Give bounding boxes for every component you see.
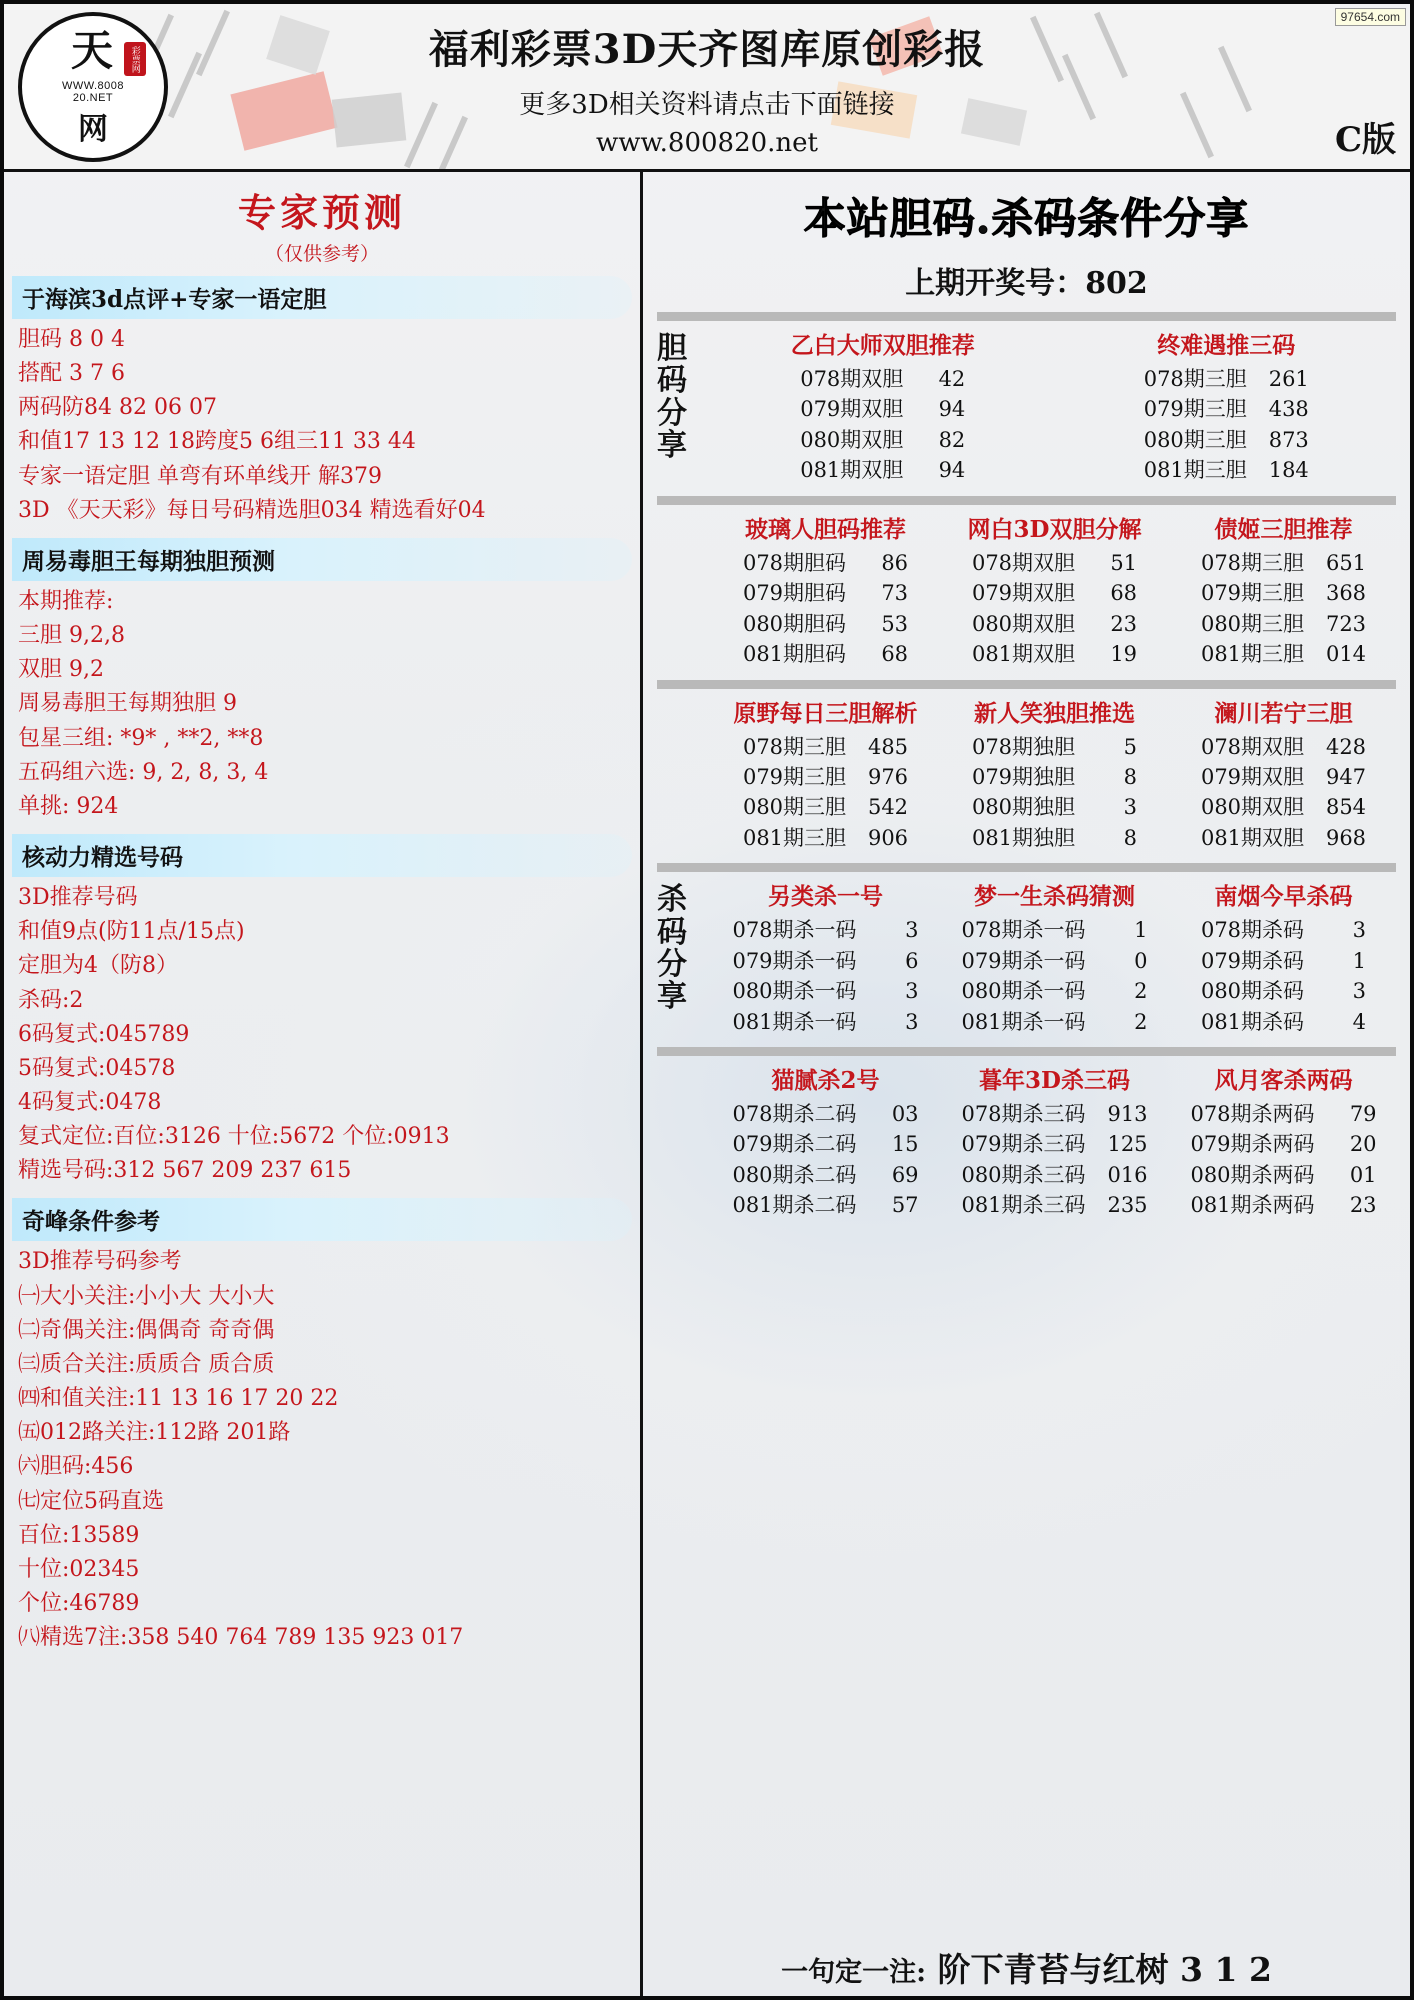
section-line: 三胆 9,2,8: [18, 623, 125, 649]
row-label: 080期三胆: [742, 795, 847, 820]
row-label: 080期双胆: [1200, 795, 1305, 820]
left-column: [4, 172, 640, 1997]
right-section-title: 本站胆码.杀码条件分享: [803, 194, 1250, 243]
right-blocks: [643, 312, 1410, 1221]
section-line: ㈤012路关注:112路 201路: [18, 1420, 291, 1446]
card-data-row: [715, 1129, 936, 1159]
card-data-row: [1173, 823, 1394, 853]
card-row-group: [711, 695, 1398, 854]
row-value: 68: [881, 642, 909, 667]
section-line: ㈡奇偶关注:偶偶奇 奇奇偶: [18, 1317, 275, 1343]
row-value: 5: [1123, 734, 1138, 759]
prediction-card: [711, 327, 1055, 486]
card-data-row: [715, 762, 936, 792]
row-label: 081期杀一码: [961, 1009, 1086, 1034]
row-value: 94: [938, 458, 966, 483]
row-label: 079期双胆: [800, 397, 904, 422]
card-data-row: [715, 394, 1051, 424]
prediction-card: [711, 878, 940, 1037]
footer-nums: 3 1 2: [1180, 1950, 1272, 1989]
row-value: 15: [891, 1132, 919, 1157]
section-line: 搭配 3 7 6: [18, 361, 125, 387]
row-value: 68: [1110, 581, 1138, 606]
block-side-label: 杀码分享: [657, 882, 687, 1015]
row-label: 078期杀三码: [961, 1102, 1086, 1126]
expert-section-title: 专家预测: [237, 190, 406, 235]
row-label: 079期胆码: [742, 581, 847, 606]
card-data-row: [715, 578, 936, 608]
card-data-row: [715, 1190, 936, 1220]
page-subtitle: 更多3D相关资料请点击下面链接: [519, 90, 895, 120]
row-value: 428: [1325, 734, 1367, 759]
card-title: 猫腻杀2号: [771, 1067, 880, 1094]
card-row-group: [711, 327, 1398, 486]
row-value: 6: [905, 948, 919, 973]
section-line: 3D推荐号码参考: [18, 1249, 182, 1275]
expert-section-note: （仅供参考）: [264, 243, 379, 265]
row-label: 078期杀一码: [961, 918, 1086, 943]
section-line: 胆码 8 0 4: [18, 327, 125, 352]
section-line: 4码复式:0478: [18, 1089, 162, 1115]
card-data-row: [715, 548, 936, 578]
row-label: 078期三胆: [1200, 550, 1305, 575]
row-value: 19: [1110, 642, 1138, 667]
section-line: 6码复式:045789: [18, 1021, 190, 1047]
separator-rule: [657, 1047, 1396, 1056]
row-value: 42: [938, 367, 966, 391]
row-value: 873: [1268, 427, 1309, 452]
row-label: 079期杀二码: [732, 1132, 857, 1157]
row-label: 078期三胆: [1143, 367, 1247, 391]
right-column: [643, 172, 1410, 1997]
section-band: 周易毒胆王每期独胆预测: [12, 538, 632, 581]
footer-label: 一句定一注:: [781, 1957, 927, 1988]
card-title: 另类杀一号: [768, 883, 883, 911]
section-line: 和值17 13 12 18跨度5 6组三11 33 44: [18, 429, 416, 455]
footer-value: 阶下青苔与红树: [937, 1950, 1169, 1989]
card-data-row: [944, 976, 1165, 1006]
logo-badge: 彩票网: [124, 42, 146, 76]
row-value: 4: [1352, 1009, 1367, 1034]
section-line: 杀码:2: [18, 987, 84, 1013]
row-label: 080期杀二码: [732, 1162, 857, 1187]
card-title: 玻璃人胆码推荐: [745, 515, 906, 543]
section-line: ㈦定位5码直选: [18, 1488, 164, 1514]
row-value: 261: [1268, 367, 1309, 391]
card-data-row: [1059, 364, 1395, 394]
card-data-row: [715, 823, 936, 853]
row-label: 078期独胆: [971, 734, 1076, 759]
row-label: 081期杀一码: [732, 1009, 857, 1034]
prediction-block: [643, 1062, 1410, 1221]
edition-badge: C版: [1334, 120, 1396, 160]
prediction-card: [711, 695, 940, 854]
card-data-row: [944, 578, 1165, 608]
row-value: 94: [938, 397, 966, 422]
card-title: 暮年3D杀三码: [979, 1067, 1130, 1094]
card-data-row: [944, 609, 1165, 639]
card-data-row: [1173, 976, 1394, 1006]
prediction-card: [1169, 511, 1398, 670]
row-label: 080期双胆: [800, 427, 904, 452]
logo-main-text: 天: [70, 26, 115, 75]
row-value: 23: [1349, 1193, 1377, 1218]
prediction-card: [711, 511, 940, 670]
prediction-block: [643, 878, 1410, 1037]
row-label: 081期独胆: [971, 825, 1076, 850]
row-label: 080期杀一码: [732, 979, 857, 1004]
section-line: 五码组六选: 9, 2, 8, 3, 4: [18, 759, 269, 785]
card-data-row: [1173, 609, 1394, 639]
card-title: 终难遇推三码: [1157, 332, 1296, 359]
row-label: 080期独胆: [971, 795, 1076, 820]
card-title: 网白3D双胆分解: [967, 515, 1142, 543]
row-label: 079期杀两码: [1190, 1132, 1315, 1157]
card-data-row: [944, 1129, 1165, 1159]
card-data-row: [715, 639, 936, 669]
card-title: 原野每日三胆解析: [733, 699, 918, 727]
row-label: 080期杀一码: [961, 979, 1086, 1004]
row-label: 081期双胆: [1200, 825, 1305, 850]
row-label: 080期杀三码: [961, 1162, 1086, 1187]
card-data-row: [944, 1007, 1165, 1037]
row-value: 014: [1325, 642, 1367, 667]
prediction-card: [1169, 878, 1398, 1037]
card-data-row: [1173, 1007, 1394, 1037]
section-line: 个位:46789: [18, 1591, 140, 1616]
watermark: 97654.com: [1335, 8, 1406, 26]
card-row-group: [711, 511, 1398, 670]
row-value: 235: [1107, 1193, 1148, 1218]
card-data-row: [1173, 762, 1394, 792]
card-data-row: [944, 548, 1165, 578]
row-value: 3: [1123, 795, 1138, 820]
page-header: [4, 4, 1410, 172]
logo-url-line1: WWW.8008: [61, 80, 125, 92]
row-label: 079期独胆: [971, 764, 1076, 789]
row-value: 0: [1134, 948, 1148, 973]
row-value: 968: [1325, 825, 1367, 850]
section-band: 于海滨3d点评+专家一语定胆: [12, 276, 632, 319]
section-line: 包星三组: *9* , **2, **8: [18, 725, 264, 751]
card-data-row: [715, 1007, 936, 1037]
row-label: 079期三胆: [1200, 581, 1305, 606]
card-data-row: [1173, 792, 1394, 822]
card-data-row: [1173, 1129, 1394, 1159]
section-line: 专家一语定胆 单弯有环单线开 解379: [18, 463, 382, 489]
card-data-row: [715, 364, 1051, 394]
row-value: 2: [1134, 1009, 1148, 1034]
section-line: 周易毒胆王每期独胆 9: [18, 691, 237, 717]
row-value: 53: [881, 611, 909, 636]
card-data-row: [1173, 732, 1394, 762]
card-data-row: [944, 1160, 1165, 1190]
row-label: 081期杀三码: [961, 1193, 1086, 1218]
card-title: 债姬三胆推荐: [1214, 515, 1353, 543]
prediction-block: [643, 511, 1410, 670]
site-url[interactable]: www.800820.net: [595, 128, 819, 158]
card-data-row: [715, 1099, 936, 1129]
prediction-block: [643, 695, 1410, 854]
card-data-row: [944, 946, 1165, 976]
prediction-card: [1169, 1062, 1398, 1221]
separator-rule: [657, 680, 1396, 689]
card-data-row: [944, 792, 1165, 822]
card-data-row: [715, 976, 936, 1006]
card-data-row: [944, 732, 1165, 762]
prediction-block: [643, 327, 1410, 486]
section-line: 双胆 9,2: [18, 657, 104, 683]
card-title: 澜川若宁三胆: [1214, 699, 1353, 727]
card-row-group: [711, 878, 1398, 1037]
row-label: 079期三胆: [742, 764, 847, 789]
card-data-row: [715, 946, 936, 976]
row-value: 2: [1134, 979, 1148, 1004]
row-label: 081期杀两码: [1190, 1193, 1315, 1218]
row-value: 57: [891, 1193, 919, 1218]
prediction-card: [711, 1062, 940, 1221]
row-label: 078期杀二码: [732, 1102, 857, 1126]
row-value: 913: [1107, 1102, 1148, 1126]
row-label: 081期杀码: [1200, 1009, 1305, 1034]
last-draw-label: 上期开奖号：: [905, 266, 1086, 301]
separator-rule: [657, 863, 1396, 872]
card-data-row: [1173, 578, 1394, 608]
card-data-row: [715, 455, 1051, 485]
card-data-row: [944, 823, 1165, 853]
row-value: 723: [1325, 611, 1367, 636]
card-data-row: [1173, 915, 1394, 945]
prediction-card: [940, 511, 1169, 670]
row-label: 079期双胆: [971, 581, 1076, 606]
row-label: 079期杀一码: [961, 948, 1086, 973]
footer-lucky-line: [643, 1944, 1410, 1991]
card-data-row: [1173, 946, 1394, 976]
section-line: ㈥胆码:456: [18, 1454, 134, 1480]
row-value: 73: [881, 581, 909, 606]
card-data-row: [944, 915, 1165, 945]
row-value: 485: [867, 734, 909, 759]
card-data-row: [1173, 548, 1394, 578]
row-label: 078期胆码: [742, 550, 847, 575]
card-data-row: [1173, 1160, 1394, 1190]
card-data-row: [715, 1160, 936, 1190]
section-line: 两码防84 82 06 07: [18, 395, 217, 421]
prediction-card: [1055, 327, 1399, 486]
section-line: 本期推荐:: [18, 588, 114, 614]
row-label: 081期三胆: [1200, 642, 1305, 667]
row-value: 8: [1123, 764, 1138, 789]
row-value: 3: [1352, 918, 1367, 943]
card-title: 乙白大师双胆推荐: [790, 332, 975, 359]
card-data-row: [1059, 394, 1395, 424]
section-line: 5码复式:04578: [18, 1055, 176, 1081]
row-label: 079期杀三码: [961, 1132, 1086, 1157]
row-value: 82: [938, 427, 966, 452]
section-line: 3D 《天天彩》每日号码精选胆034 精选看好04: [18, 497, 486, 523]
section-line: 精选号码:312 567 209 237 615: [18, 1158, 352, 1184]
row-label: 079期杀码: [1200, 948, 1305, 973]
row-label: 081期双胆: [971, 642, 1076, 667]
poster-body: [4, 172, 1410, 1997]
last-draw-line: [643, 258, 1410, 302]
section-band: 核动力精选号码: [12, 834, 632, 877]
row-value: 23: [1110, 611, 1138, 636]
card-title: 新人笑独胆推选: [974, 699, 1135, 727]
row-label: 080期胆码: [742, 611, 847, 636]
prediction-card: [940, 1062, 1169, 1221]
row-label: 078期杀码: [1200, 918, 1305, 943]
section-line: ㈢质合关注:质质合 质合质: [18, 1351, 275, 1377]
row-value: 016: [1107, 1162, 1148, 1187]
row-value: 368: [1325, 581, 1367, 606]
section-line: ㈧精选7注:358 540 764 789 135 923 017: [18, 1625, 464, 1651]
row-label: 078期双胆: [800, 367, 904, 391]
card-title: 风月客杀两码: [1214, 1067, 1353, 1094]
card-data-row: [944, 639, 1165, 669]
section-line: 单挑: 924: [18, 793, 119, 819]
row-value: 906: [867, 825, 909, 850]
row-value: 1: [1134, 918, 1148, 943]
row-value: 438: [1268, 397, 1309, 422]
card-title: 梦一生杀码猜测: [974, 883, 1135, 911]
row-label: 081期三胆: [742, 825, 847, 850]
row-value: 03: [891, 1102, 919, 1126]
card-data-row: [1173, 639, 1394, 669]
row-label: 080期杀两码: [1190, 1162, 1315, 1187]
row-value: 69: [891, 1162, 919, 1187]
row-label: 079期双胆: [1200, 764, 1305, 789]
block-side-label: 胆码分享: [657, 331, 687, 464]
logo-bottom-text: 网: [78, 112, 108, 147]
section-line: 3D推荐号码: [18, 885, 138, 911]
card-data-row: [715, 732, 936, 762]
card-data-row: [715, 609, 936, 639]
row-label: 081期三胆: [1143, 458, 1247, 483]
card-data-row: [715, 915, 936, 945]
card-data-row: [944, 762, 1165, 792]
row-value: 1: [1352, 948, 1367, 973]
card-row-group: [711, 1062, 1398, 1221]
row-label: 078期杀一码: [732, 918, 857, 943]
section-line: 十位:02345: [18, 1556, 140, 1582]
row-value: 947: [1325, 764, 1367, 789]
section-line: 和值9点(防11点/15点): [18, 919, 245, 945]
row-value: 125: [1107, 1132, 1148, 1157]
card-title: 南烟今早杀码: [1214, 883, 1353, 911]
section-line: ㈠大小关注:小小大 大小大: [18, 1283, 275, 1309]
row-label: 081期双胆: [800, 458, 904, 483]
logo-url-line2: 20.NET: [72, 92, 114, 104]
prediction-card: [940, 695, 1169, 854]
section-line: 定胆为4（防8）: [18, 953, 178, 979]
left-sections: [12, 276, 632, 1655]
row-value: 854: [1325, 795, 1367, 820]
row-label: 078期三胆: [742, 734, 847, 759]
row-value: 542: [867, 795, 909, 820]
card-data-row: [715, 792, 936, 822]
row-value: 8: [1123, 825, 1138, 850]
row-label: 079期三胆: [1143, 397, 1247, 422]
card-data-row: [1059, 425, 1395, 455]
row-value: 184: [1268, 458, 1309, 483]
row-label: 080期杀码: [1200, 979, 1305, 1004]
row-value: 01: [1349, 1162, 1377, 1187]
page-title: 福利彩票3D天齐图库原创彩报: [428, 26, 986, 73]
card-data-row: [1059, 455, 1395, 485]
section-line: ㈣和值关注:11 13 16 17 20 22: [18, 1386, 339, 1412]
section-line: 复式定位:百位:3126 十位:5672 个位:0913: [18, 1124, 450, 1150]
section-line: 百位:13589: [18, 1522, 140, 1548]
row-label: 078期双胆: [971, 550, 1076, 575]
card-data-row: [1173, 1190, 1394, 1220]
row-value: 86: [881, 550, 909, 575]
last-draw-value: 802: [1085, 266, 1148, 301]
row-value: 3: [905, 918, 919, 943]
row-label: 080期双胆: [971, 611, 1076, 636]
prediction-card: [940, 878, 1169, 1037]
row-value: 51: [1110, 550, 1138, 575]
card-data-row: [1173, 1099, 1394, 1129]
prediction-card: [1169, 695, 1398, 854]
card-data-row: [715, 425, 1051, 455]
section-band: 奇峰条件参考: [12, 1198, 632, 1241]
row-label: 080期三胆: [1200, 611, 1305, 636]
card-data-row: [944, 1099, 1165, 1129]
row-label: 078期杀两码: [1190, 1102, 1315, 1126]
row-value: 976: [867, 764, 909, 789]
row-label: 078期双胆: [1200, 734, 1305, 759]
row-value: 3: [1352, 979, 1367, 1004]
row-value: 3: [905, 1009, 919, 1034]
card-data-row: [944, 1190, 1165, 1220]
row-value: 79: [1349, 1102, 1377, 1126]
separator-rule: [657, 496, 1396, 505]
row-label: 080期三胆: [1143, 427, 1247, 452]
row-label: 081期胆码: [742, 642, 847, 667]
row-value: 651: [1325, 550, 1367, 575]
row-label: 081期杀二码: [732, 1193, 857, 1218]
row-label: 079期杀一码: [732, 948, 857, 973]
row-value: 3: [905, 979, 919, 1004]
separator-rule: [657, 312, 1396, 321]
row-value: 20: [1349, 1132, 1377, 1157]
